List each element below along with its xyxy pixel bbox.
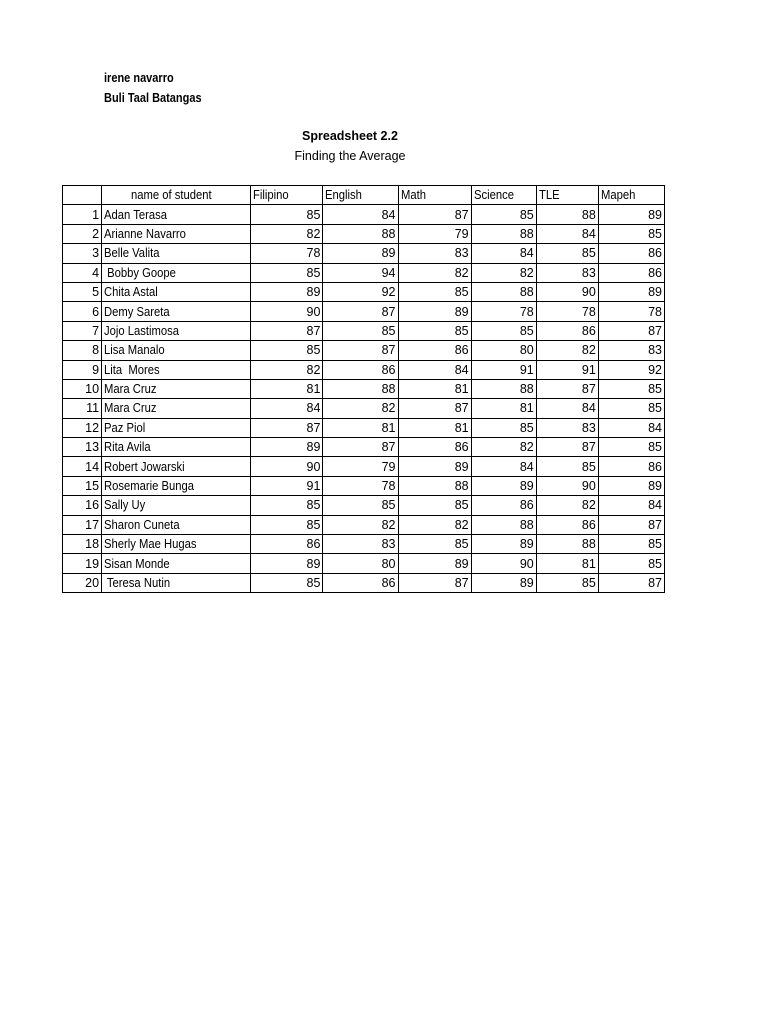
student-name-cell[interactable] [102,476,251,495]
tle-grade-cell[interactable]: 86 [536,515,598,534]
student-name-cell[interactable] [102,418,251,437]
tle-grade-cell[interactable]: 81 [536,554,598,573]
header-cell-math[interactable] [398,186,471,205]
math-grade-cell[interactable]: 82 [398,515,471,534]
filipino-grade-cell[interactable]: 85 [251,263,323,282]
student-name-text: Lita Mores [104,362,160,377]
header-cell-filipino[interactable] [251,186,323,205]
student-name-text: Sherly Mae Hugas [104,537,197,552]
student-name-text: Mara Cruz [104,401,157,416]
math-grade-cell[interactable]: 86 [398,341,471,360]
header-mapeh-label: Mapeh [600,188,636,203]
english-grade-cell[interactable]: 85 [323,496,398,515]
filipino-grade-cell[interactable]: 85 [251,341,323,360]
math-grade-cell[interactable]: 87 [398,205,471,224]
header-cell-index[interactable] [63,186,102,205]
science-grade-cell[interactable]: 82 [471,438,536,457]
table-row [63,535,665,554]
row-number-cell[interactable]: 8 [63,341,102,360]
student-name-text: Chita Astal [104,285,158,300]
student-name-cell[interactable] [102,302,251,321]
math-grade-cell[interactable]: 85 [398,321,471,340]
math-grade-cell[interactable]: 88 [398,476,471,495]
student-name-text: Paz Piol [104,420,146,435]
student-name-text: Sharon Cuneta [104,517,180,532]
english-grade-cell[interactable]: 94 [323,263,398,282]
tle-grade-cell[interactable]: 88 [536,535,598,554]
math-grade-cell[interactable]: 81 [398,379,471,398]
science-grade-cell[interactable]: 78 [471,302,536,321]
row-number-cell[interactable]: 5 [63,282,102,301]
math-grade-cell[interactable]: 87 [398,573,471,592]
student-name-text: Teresa Nutin [104,576,171,590]
math-grade-cell[interactable]: 85 [398,535,471,554]
student-name-cell[interactable] [102,205,251,224]
science-grade-cell[interactable]: 91 [471,360,536,379]
math-grade-cell[interactable]: 83 [398,244,471,263]
filipino-grade-cell[interactable]: 87 [251,418,323,437]
mapeh-grade-cell[interactable]: 78 [598,302,664,321]
row-number-cell[interactable]: 20 [63,573,102,592]
tle-grade-cell[interactable]: 84 [536,224,598,243]
student-name-text: Sally Uy [104,498,146,513]
student-name-text: Robert Jowarski [104,459,185,474]
mapeh-grade-cell[interactable]: 87 [598,515,664,534]
header-cell-english[interactable] [323,186,398,205]
student-name-text: Bobby Goope [104,265,176,280]
tle-grade-cell[interactable]: 91 [536,360,598,379]
tle-grade-cell[interactable]: 84 [536,399,598,418]
english-grade-cell[interactable]: 87 [323,302,398,321]
english-grade-cell[interactable]: 82 [323,515,398,534]
english-grade-cell[interactable]: 84 [323,205,398,224]
mapeh-grade-cell[interactable]: 85 [598,438,664,457]
science-grade-cell[interactable]: 85 [471,321,536,340]
student-name-text: Sisan Monde [104,556,170,571]
filipino-grade-cell[interactable]: 85 [251,496,323,515]
filipino-grade-cell[interactable]: 90 [251,457,323,476]
science-grade-cell[interactable]: 86 [471,496,536,515]
science-grade-cell[interactable]: 90 [471,554,536,573]
mapeh-grade-cell[interactable]: 86 [598,457,664,476]
table-row [63,224,665,243]
english-grade-cell[interactable]: 87 [323,438,398,457]
mapeh-grade-cell[interactable]: 83 [598,341,664,360]
header-cell-name[interactable] [102,186,251,205]
math-grade-cell[interactable]: 86 [398,438,471,457]
tle-grade-cell[interactable]: 85 [536,244,598,263]
student-name-cell[interactable] [102,360,251,379]
english-grade-cell[interactable]: 89 [323,244,398,263]
tle-grade-cell[interactable]: 85 [536,573,598,592]
filipino-grade-cell[interactable]: 89 [251,554,323,573]
student-name-cell[interactable] [102,341,251,360]
table-row [63,302,665,321]
student-name-cell[interactable] [102,438,251,457]
student-name-cell[interactable] [102,224,251,243]
science-grade-cell[interactable]: 84 [471,457,536,476]
grades-table-body [63,186,665,593]
english-grade-cell[interactable]: 87 [323,341,398,360]
student-name-text: Lisa Manalo [104,343,165,358]
table-row [63,244,665,263]
row-number-cell[interactable]: 2 [63,224,102,243]
english-grade-cell[interactable]: 78 [323,476,398,495]
student-name-text: Demy Sareta [104,304,170,319]
author-location: Buli Taal Batangas [104,91,202,105]
row-number-cell[interactable]: 12 [63,418,102,437]
science-grade-cell[interactable]: 80 [471,341,536,360]
row-number-cell[interactable]: 11 [63,399,102,418]
math-grade-cell[interactable]: 85 [398,282,471,301]
science-grade-cell[interactable]: 85 [471,418,536,437]
student-name-cell[interactable] [102,379,251,398]
tle-grade-cell[interactable]: 82 [536,341,598,360]
student-name-text: Mara Cruz [104,382,157,397]
table-row [63,573,665,592]
science-grade-cell[interactable]: 88 [471,282,536,301]
header-name-label: name of student [131,188,213,203]
english-grade-cell[interactable]: 81 [323,418,398,437]
math-grade-cell[interactable]: 89 [398,302,471,321]
tle-grade-cell[interactable]: 87 [536,379,598,398]
math-grade-cell[interactable]: 84 [398,360,471,379]
filipino-grade-cell[interactable]: 78 [251,244,323,263]
row-number-cell[interactable]: 1 [63,205,102,224]
mapeh-grade-cell[interactable]: 85 [598,535,664,554]
table-row [63,476,665,495]
row-number-cell[interactable]: 4 [63,263,102,282]
row-number-cell[interactable]: 7 [63,321,102,340]
math-grade-cell[interactable]: 89 [398,554,471,573]
science-grade-cell[interactable]: 88 [471,379,536,398]
filipino-grade-cell[interactable]: 86 [251,535,323,554]
tle-grade-cell[interactable]: 86 [536,321,598,340]
filipino-grade-cell[interactable]: 89 [251,438,323,457]
row-number-cell[interactable]: 16 [63,496,102,515]
mapeh-grade-cell[interactable]: 84 [598,496,664,515]
tle-grade-cell[interactable]: 82 [536,496,598,515]
row-number-cell[interactable]: 3 [63,244,102,263]
student-name-text: Adan Terasa [104,207,168,222]
mapeh-grade-cell[interactable]: 86 [598,244,664,263]
student-name-cell[interactable] [102,321,251,340]
header-filipino-label: Filipino [253,188,289,203]
header-english-label: English [325,188,363,203]
document-subtitle: Finding the Average [294,149,406,163]
row-number-cell[interactable]: 18 [63,535,102,554]
english-grade-cell[interactable]: 92 [323,282,398,301]
header-tle-label: TLE [538,188,560,203]
tle-grade-cell[interactable]: 78 [536,302,598,321]
filipino-grade-cell[interactable]: 89 [251,282,323,301]
student-name-text: Jojo Lastimosa [104,323,180,338]
student-name-text: Rita Avila [104,440,151,455]
student-name-text: Rosemarie Bunga [104,479,195,494]
table-row [63,321,665,340]
science-grade-cell[interactable]: 88 [471,224,536,243]
table-row [63,282,665,301]
science-grade-cell[interactable]: 81 [471,399,536,418]
mapeh-grade-cell[interactable]: 89 [598,205,664,224]
student-name-cell[interactable] [102,573,251,592]
student-name-text: Arianne Navarro [104,226,186,241]
math-grade-cell[interactable]: 81 [398,418,471,437]
english-grade-cell[interactable]: 80 [323,554,398,573]
table-row [63,418,665,437]
row-number-cell[interactable]: 17 [63,515,102,534]
math-grade-cell[interactable]: 87 [398,399,471,418]
table-row [63,360,665,379]
student-name-text: Belle Valita [104,246,160,261]
science-grade-cell[interactable]: 89 [471,476,536,495]
header-science-label: Science [473,188,514,203]
tle-grade-cell[interactable]: 90 [536,476,598,495]
filipino-grade-cell[interactable]: 82 [251,360,323,379]
student-name-cell[interactable] [102,535,251,554]
table-row [63,457,665,476]
table-row [63,496,665,515]
filipino-grade-cell[interactable]: 84 [251,399,323,418]
mapeh-grade-cell[interactable]: 84 [598,418,664,437]
header-math-label: Math [400,188,426,203]
filipino-grade-cell[interactable]: 85 [251,573,323,592]
document-title: Spreadsheet 2.2 [302,129,398,143]
filipino-grade-cell[interactable]: 85 [251,515,323,534]
mapeh-grade-cell[interactable]: 87 [598,573,664,592]
filipino-grade-cell[interactable]: 85 [251,205,323,224]
science-grade-cell[interactable]: 89 [471,535,536,554]
mapeh-grade-cell[interactable]: 92 [598,360,664,379]
tle-grade-cell[interactable]: 90 [536,282,598,301]
mapeh-grade-cell[interactable]: 85 [598,554,664,573]
table-row [63,263,665,282]
math-grade-cell[interactable]: 82 [398,263,471,282]
math-grade-cell[interactable]: 85 [398,496,471,515]
header-cell-tle[interactable] [536,186,598,205]
table-row [63,379,665,398]
english-grade-cell[interactable]: 88 [323,379,398,398]
student-name-cell[interactable] [102,554,251,573]
filipino-grade-cell[interactable]: 91 [251,476,323,495]
tle-grade-cell[interactable]: 88 [536,205,598,224]
english-grade-cell[interactable]: 79 [323,457,398,476]
row-number-cell[interactable]: 10 [63,379,102,398]
table-row [63,515,665,534]
author-name: irene navarro [104,71,174,85]
student-name-cell[interactable] [102,282,251,301]
mapeh-grade-cell[interactable]: 89 [598,476,664,495]
english-grade-cell[interactable]: 82 [323,399,398,418]
row-number-cell[interactable]: 15 [63,476,102,495]
row-number-cell[interactable]: 13 [63,438,102,457]
table-row [63,399,665,418]
table-row [63,205,665,224]
row-number-cell[interactable]: 19 [63,554,102,573]
tle-grade-cell[interactable]: 87 [536,438,598,457]
student-name-cell[interactable] [102,496,251,515]
filipino-grade-cell[interactable]: 81 [251,379,323,398]
mapeh-grade-cell[interactable]: 85 [598,379,664,398]
english-grade-cell[interactable]: 88 [323,224,398,243]
row-number-cell[interactable]: 9 [63,360,102,379]
tle-grade-cell[interactable]: 83 [536,418,598,437]
mapeh-grade-cell[interactable]: 89 [598,282,664,301]
table-row [63,438,665,457]
filipino-grade-cell[interactable]: 87 [251,321,323,340]
math-grade-cell[interactable]: 89 [398,457,471,476]
mapeh-grade-cell[interactable]: 86 [598,263,664,282]
table-row [63,554,665,573]
mapeh-grade-cell[interactable]: 85 [598,399,664,418]
row-number-cell[interactable]: 6 [63,302,102,321]
science-grade-cell[interactable]: 85 [471,205,536,224]
english-grade-cell[interactable]: 86 [323,573,398,592]
science-grade-cell[interactable]: 89 [471,573,536,592]
header-cell-mapeh[interactable] [598,186,664,205]
filipino-grade-cell[interactable]: 82 [251,224,323,243]
science-grade-cell[interactable]: 84 [471,244,536,263]
student-name-cell[interactable] [102,457,251,476]
row-number-cell[interactable]: 14 [63,457,102,476]
student-name-cell[interactable] [102,399,251,418]
science-grade-cell[interactable]: 88 [471,515,536,534]
grades-table [62,185,665,593]
mapeh-grade-cell[interactable]: 87 [598,321,664,340]
tle-grade-cell[interactable]: 85 [536,457,598,476]
tle-grade-cell[interactable]: 83 [536,263,598,282]
science-grade-cell[interactable]: 82 [471,263,536,282]
student-name-cell[interactable] [102,515,251,534]
filipino-grade-cell[interactable]: 90 [251,302,323,321]
header-cell-science[interactable] [471,186,536,205]
english-grade-cell[interactable]: 85 [323,321,398,340]
student-name-cell[interactable] [102,263,251,282]
mapeh-grade-cell[interactable]: 85 [598,224,664,243]
math-grade-cell[interactable]: 79 [398,224,471,243]
table-row [63,341,665,360]
table-header-row [63,186,665,205]
student-name-cell[interactable] [102,244,251,263]
english-grade-cell[interactable]: 86 [323,360,398,379]
english-grade-cell[interactable]: 83 [323,535,398,554]
